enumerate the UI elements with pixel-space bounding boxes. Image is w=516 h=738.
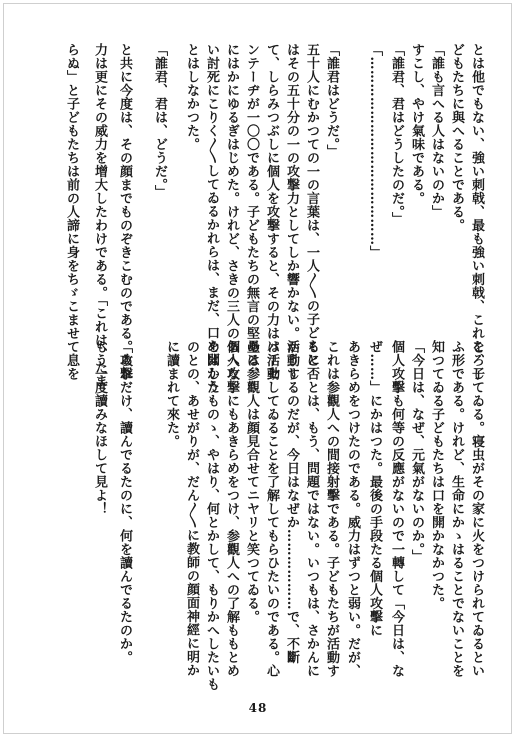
text-column: ると否とは、もう、問題ではない。いつもは、さかんに [304, 340, 319, 678]
text-column: ぜ……」にかはつた。最後の手段たる個人攻擊に [367, 340, 382, 637]
text-column: 「誰君、君はどうしたのだ。」 [389, 43, 404, 226]
text-column: 「誰君はどうだ。」 [324, 43, 339, 158]
text-column: に讀まれて來た。 [164, 340, 179, 448]
text-column: 力は更にその威力を增大したわけである。「これは、たま [92, 43, 107, 388]
text-column: めはしたものゝ、やはり、何とかして、もりかへしたいも [204, 340, 219, 691]
text-column: 知つてゐる子どもたちは口を開かなかつた。 [429, 340, 444, 610]
text-column: のとの、あせがりが、だん〳〵に教師の顔面神經に明か [184, 340, 199, 677]
text-column: どもたちに與へることである。 [449, 43, 464, 232]
text-column: 「誰君、君は、どうだ。」 [152, 43, 167, 199]
text-column: ある参觀人は顔見合せてニヤリと笑つてゐる。 [244, 340, 259, 624]
text-column: ふ形である。けれど、生命にかゝはることでないことを [449, 340, 464, 678]
text-column: もう一度讀みなほして見よ！ [92, 340, 107, 516]
text-column: と共に今度は、その顔までものぞきこむのである。攻撃 [117, 43, 132, 381]
text-column: 活動するのだが、今日はなぜか………………で、不斷 [284, 340, 299, 664]
text-column: は活動してゐることを了解してもらひたいのである。心 [264, 340, 279, 678]
text-column: あきらめをつけたのである。威力はずつと弱い。だが、 [345, 340, 360, 678]
text-column: はその五十分の一の攻撃力としてしか響かない。かうし [284, 43, 299, 381]
text-column: らぬ」と子どもたちは前の人諦に身をちゞこませて息を [64, 43, 79, 381]
text-column: 「あれだけ、讀んでるたのに、何を讀んでるたのか。 [117, 340, 132, 664]
text-column: 五十人にむかつての一の言葉は、一人〳〵の子どもに [304, 43, 319, 367]
text-column: すこし、やけ氣味である。 [409, 43, 424, 205]
text-column: これは参觀人への間接射擊である。子どもたちが活動す [324, 340, 339, 678]
text-column: ンテーヂが一〇〇である。子どもたちの無言の堅壘は、 [244, 43, 259, 381]
text-column: 「誰も言へる人はないのか」 [429, 43, 444, 219]
text-column: にはかにゆるぎはじめた。けれど、さきの三人のあへな [224, 43, 239, 381]
page-number: 48 [248, 701, 268, 715]
text-column: とはしなかつた。 [184, 43, 199, 151]
text-column: て、しらみつぶしに個人を攻撃すると、その力はパーセ [264, 43, 279, 381]
text-column: 「……………………………………」 [367, 43, 382, 259]
text-column: 個人攻擊も何等の反應がないので一轉して「今日は、な [389, 340, 404, 678]
text-column: 「今日は、なぜ、元氣がないのか。」 [409, 340, 424, 563]
text-column: い討死にこりく〳〵してゐるかれらは、まだ、口を開かう [204, 43, 219, 394]
text-column: ころしてゐる。寝虫がその家に火をつけられてゐるとい [469, 340, 484, 678]
text-column: とは他でもない、強い刺戟、最も強い刺戟、これを、子 [469, 43, 484, 381]
text-column: 個人攻撃にもあきらめをつけ、参觀人への了解ももとめ [224, 340, 239, 678]
